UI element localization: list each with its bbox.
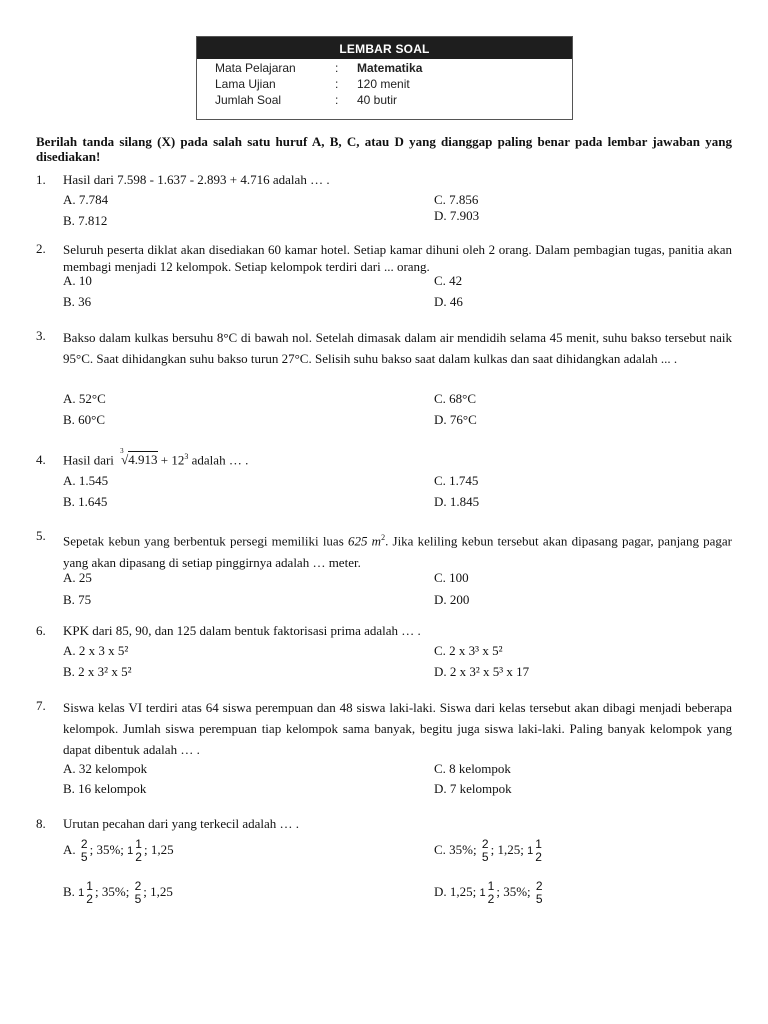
option-a[interactable]: A. 10 — [63, 273, 92, 288]
question-number: 8. — [36, 816, 46, 831]
question-text: Urutan pecahan dari yang terkecil adalah … . — [63, 816, 300, 831]
row-sep: : — [335, 77, 339, 91]
option-a[interactable]: A. 25 — [63, 570, 92, 585]
question-text-pre: Hasil dari — [63, 452, 114, 468]
option-letter: A. — [63, 841, 76, 857]
option-a[interactable]: A. 1.545 — [63, 473, 109, 488]
option-c[interactable]: C. 2 x 3³ x 5² — [434, 643, 503, 658]
option-d[interactable]: D. 7 kelompok — [434, 781, 512, 796]
row-sep: : — [335, 61, 339, 75]
option-d[interactable]: D. 2 x 3² x 5³ x 17 — [434, 664, 530, 679]
option-a[interactable]: A. 2 5 ; 35%; 1 1 2 ; 1,25 — [63, 837, 174, 864]
option-c[interactable]: C. 7.856 — [434, 192, 479, 207]
option-c[interactable]: C. 1.745 — [434, 473, 479, 488]
option-b[interactable]: B. 7.812 — [63, 213, 108, 228]
option-d[interactable]: D. 200 — [434, 592, 470, 607]
question-number: 2. — [36, 241, 46, 256]
fraction-two-fifths: 2 5 — [80, 837, 88, 864]
option-a[interactable]: A. 32 kelompok — [63, 761, 148, 776]
question-number: 6. — [36, 623, 46, 638]
option-b[interactable]: B. 36 — [63, 294, 92, 309]
question-number: 5. — [36, 528, 46, 543]
option-d[interactable]: D. 76°C — [434, 412, 477, 427]
row-sep: : — [335, 93, 339, 107]
header-title: LEMBAR SOAL — [197, 37, 572, 59]
question-text: Bakso dalam kulkas bersuhu 8°C di bawah nol. Setelah dimasak dalam air mendidih selama 45 menit, suhu bakso tersebut naik 95°C. Saat dihidangkan suhu bakso turun 27°C. Selisih suhu bakso saat dalam kulkas dan saat dihidangkan adalah ... . — [63, 330, 732, 366]
percent-value: 35%; — [101, 883, 130, 899]
row-value: Matematika — [357, 61, 423, 75]
question-text — [63, 527, 732, 574]
question-text-pre: Sepetak kebun yang berbentuk persegi memiliki luas — [63, 533, 344, 549]
percent-value: 35%; — [96, 841, 124, 857]
question-number: 4. — [36, 452, 46, 467]
percent-value: 35%; — [449, 841, 477, 857]
row-key: Mata Pelajaran — [215, 61, 296, 75]
row-value: 120 menit — [357, 77, 410, 91]
option-b[interactable]: B. 2 x 3² x 5² — [63, 664, 132, 679]
option-a[interactable]: A. 7.784 — [63, 192, 109, 207]
decimal-value: 1,25 — [497, 841, 521, 857]
decimal-value: 1,25 — [150, 883, 173, 899]
mixed-number-one-half: 1 1 2 — [479, 879, 495, 906]
option-a[interactable]: A. 2 x 3 x 5² — [63, 643, 129, 658]
mixed-number-one-half: 1 1 2 — [127, 837, 142, 864]
option-b[interactable]: B. 16 kelompok — [63, 781, 147, 796]
question-text: Seluruh peserta diklat akan disediakan 60 kamar hotel. Setiap kamar dihuni oleh 2 orang. Dalam pembagian tugas, panitia akan membagi menjadi 12 kelompok. Setiap kelompok terdiri dari ... orang. — [63, 242, 732, 274]
option-c[interactable]: C. 35%; 2 5 ; 1,25; 1 1 2 — [434, 837, 542, 864]
question-text: KPK dari 85, 90, dan 125 dalam bentuk faktorisasi prima adalah … . — [63, 623, 421, 638]
row-value: 40 butir — [357, 93, 398, 107]
option-b[interactable]: B. 1.645 — [63, 494, 108, 509]
radical-sign-icon: √ — [121, 452, 129, 468]
question-number: 1. — [36, 172, 46, 187]
exponent: 3 — [184, 452, 189, 461]
option-d[interactable]: D. 46 — [434, 294, 463, 309]
fraction-two-fifths: 2 5 — [134, 879, 142, 906]
question-text: Hasil dari 7.598 - 1.637 - 2.893 + 4.716 adalah … . — [63, 172, 330, 187]
header-box — [196, 36, 573, 120]
instructions: Berilah tanda silang (X) pada salah satu huruf A, B, C, atau D yang dianggap paling benar pada lembar jawaban yang disediakan! — [36, 134, 732, 164]
mixed-number-one-half: 1 1 2 — [527, 837, 542, 864]
fraction-two-fifths: 2 5 — [481, 837, 489, 864]
option-d[interactable]: D. 7.903 — [434, 208, 480, 223]
option-c[interactable]: C. 100 — [434, 570, 469, 585]
option-letter: C. — [434, 841, 446, 857]
question-number: 3. — [36, 328, 46, 343]
decimal-value: 1,25 — [449, 883, 473, 899]
option-letter: B. — [63, 883, 75, 899]
option-b[interactable]: B. 60°C — [63, 412, 106, 427]
option-a[interactable]: A. 52°C — [63, 391, 106, 406]
option-d[interactable]: D. 1,25; 1 1 2 ; 35%; 2 5 — [434, 879, 543, 906]
question-text — [63, 447, 249, 468]
option-letter: D. — [434, 883, 447, 899]
option-d[interactable]: D. 1.845 — [434, 494, 480, 509]
percent-value: 35%; — [503, 883, 531, 899]
option-b[interactable]: B. 75 — [63, 592, 92, 607]
option-c[interactable]: C. 8 kelompok — [434, 761, 511, 776]
row-key: Jumlah Soal — [215, 93, 282, 107]
plus-term: + 12 — [160, 452, 185, 468]
question-number: 7. — [36, 698, 46, 713]
question-text: Siswa kelas VI terdiri atas 64 siswa perempuan dan 48 siswa laki-laki. Siswa dari kelas tersebut akan dibagi menjadi beberapa kelompok. Jumlah siswa perempuan tiap kelompok sama banyak, begitu juga siswa laki-laki. Paling banyak kelompok yang dapat dibentuk adalah … . — [63, 700, 732, 757]
question-text-post: adalah … . — [191, 452, 249, 468]
cube-root: 3 √4.913 — [120, 447, 158, 468]
row-key: Lama Ujian — [215, 77, 276, 91]
option-c[interactable]: C. 42 — [434, 273, 463, 288]
area-value: 625 m — [347, 533, 382, 549]
option-b[interactable]: B. 1 1 2 ; 35%; 2 5 ; 1,25 — [63, 879, 173, 906]
fraction-two-fifths: 2 5 — [535, 879, 543, 906]
area-exponent: 2 — [381, 533, 386, 542]
decimal-value: 1,25 — [150, 841, 174, 857]
radicand: 4.913 — [128, 452, 158, 468]
question-text-post: . Jika keliling kebun tersebut akan dipasang pagar, panjang pagar yang akan dipasang di setiap pinggirnya adalah … meter. — [63, 533, 733, 571]
option-c[interactable]: C. 68°C — [434, 391, 477, 406]
mixed-number-one-half: 1 1 2 — [78, 879, 93, 906]
